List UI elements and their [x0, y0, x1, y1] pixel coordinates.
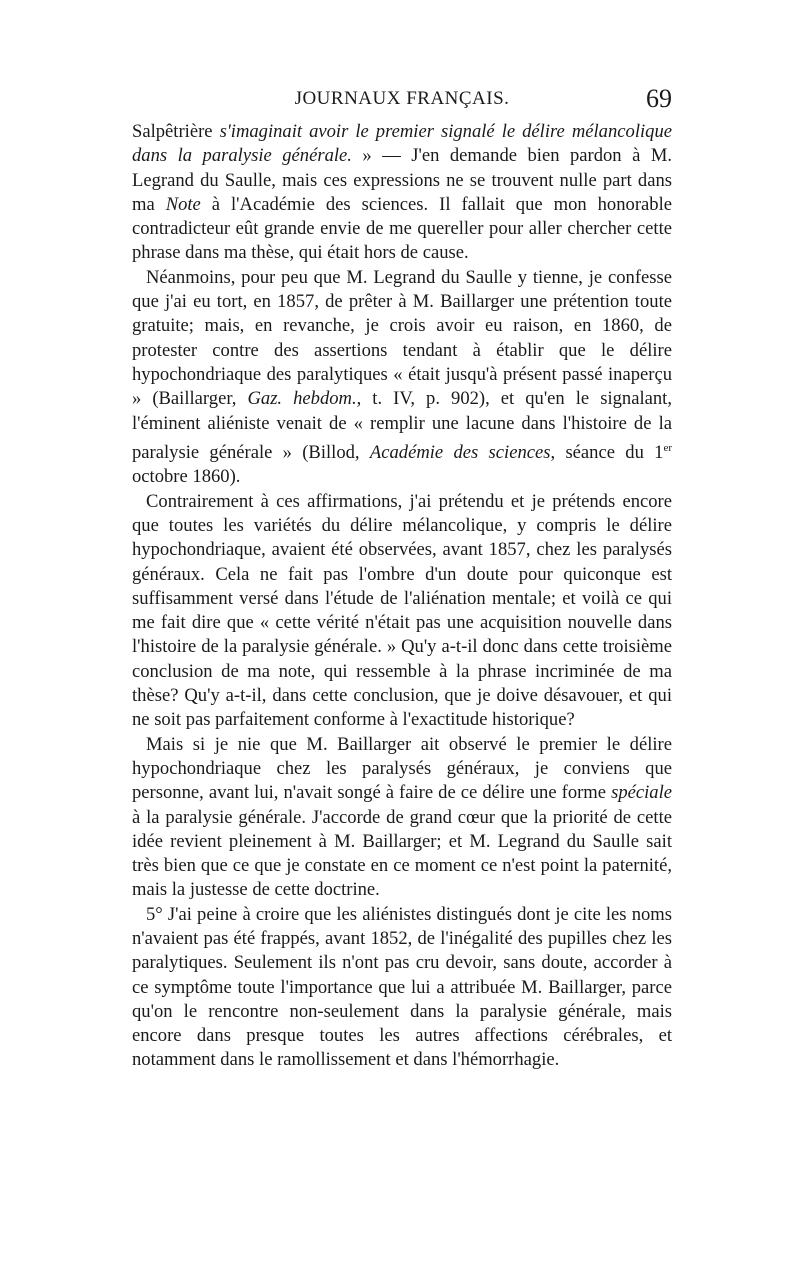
paragraph [132, 266, 672, 490]
paragraph [132, 490, 672, 733]
page-number: 69 [646, 84, 672, 113]
body-text [132, 120, 672, 1073]
italic-text: Note [165, 193, 201, 215]
text-run: Néanmoins, pour peu que M. Legrand du Saulle y tienne, je confesse que j'ai eu tort, en 1857, de prêter à M. Baillarger une prétention toute gratuite; mais, en revanche, je crois avoir eu raison, en 1860, de protester contre des assertions tendant à établir que le délire hypochondriaque des paralytiques « était jusqu'à présent passé inaperçu » (Baillarger, [132, 266, 672, 410]
italic-text: Gaz. hebdom. [247, 388, 357, 410]
text-run: , séance du 1 [550, 442, 664, 464]
text-run: Contrairement à ces affirmations, j'ai prétendu et je prétends encore que toutes les variétés du délire mélancolique, y compris le délire hypochondriaque, avaient été observées, avant 1857, chez les paralysés généraux. Cela ne fait pas l'ombre d'un doute pour quiconque est suffisamment versé dans l'étude de l'aliénation mentale; et voilà ce qui me fait dire que « cette vérité n'était pas une acquisition nouvelle dans l'histoire de la paralysie générale. » Qu'y a-t-il donc dans cette troisième conclusion de ma note, qui ressemble à la phrase incriminée de ma thèse? Qu'y a-t-il, dans cette conclusion, que je doive désavouer, et qui ne soit pas parfaitement conforme à l'exactitude historique? [132, 490, 672, 731]
superscript-text: er [663, 441, 672, 454]
italic-text: Académie des sciences [369, 442, 551, 464]
italic-text: s'imaginait avoir le premier signalé le délire mélancolique dans la paralysie générale. [132, 121, 673, 167]
paragraph [132, 733, 672, 903]
text-run: octobre 1860). [132, 466, 241, 488]
italic-text: spéciale [611, 782, 672, 804]
text-run: Salpêtrière [132, 121, 220, 142]
text-run: 5° J'ai peine à croire que les aliénistes distingués dont je cite les noms n'avaient pas été frappés, avant 1852, de l'inégalité des pupilles chez les paralytiques. Seulement ils n'ont pas cru devoir, sans doute, accorder à ce symptôme toute l'importance que lui a attribuée M. Baillarger, parce qu'on le rencontre non-seulement dans la paralysie générale, mais encore dans presque toutes les autres affections cérébrales, et notamment dans le ramollissement et dans l'hémorrhagie. [132, 903, 672, 1071]
page-header [132, 84, 672, 116]
text-run: » — J'en demande bien pardon à M. Legrand du Saulle, mais ces expressions ne se trouvent nulle part dans ma [132, 145, 673, 215]
text-run: , t. IV, p. 902), et qu'en le signalant, l'éminent aliéniste venait de « remplir une lacune dans l'histoire de la paralysie générale » (Billod, [132, 388, 672, 464]
running-title: JOURNAUX FRANÇAIS. [294, 88, 510, 109]
text-run: Mais si je nie que M. Baillarger ait observé le premier le délire hypochondriaque chez les paralysés généraux, je conviens que personne, avant lui, n'avait songé à faire de ce délire une forme [132, 733, 672, 804]
text-run: à la paralysie générale. J'accorde de grand cœur que la priorité de cette idée revient pleinement à M. Baillarger; et M. Legrand du Saulle sait très bien que ce que je constate en ce moment ce n'est point la paternité, mais la justesse de cette doctrine. [132, 806, 672, 901]
text-run: à l'Académie des sciences. Il fallait que mon honorable contradicteur eût grande envie de me quereller pour aller chercher cette phrase dans ma thèse, qui était hors de cause. [132, 193, 672, 264]
paragraph [132, 903, 672, 1073]
paragraph [132, 120, 672, 266]
